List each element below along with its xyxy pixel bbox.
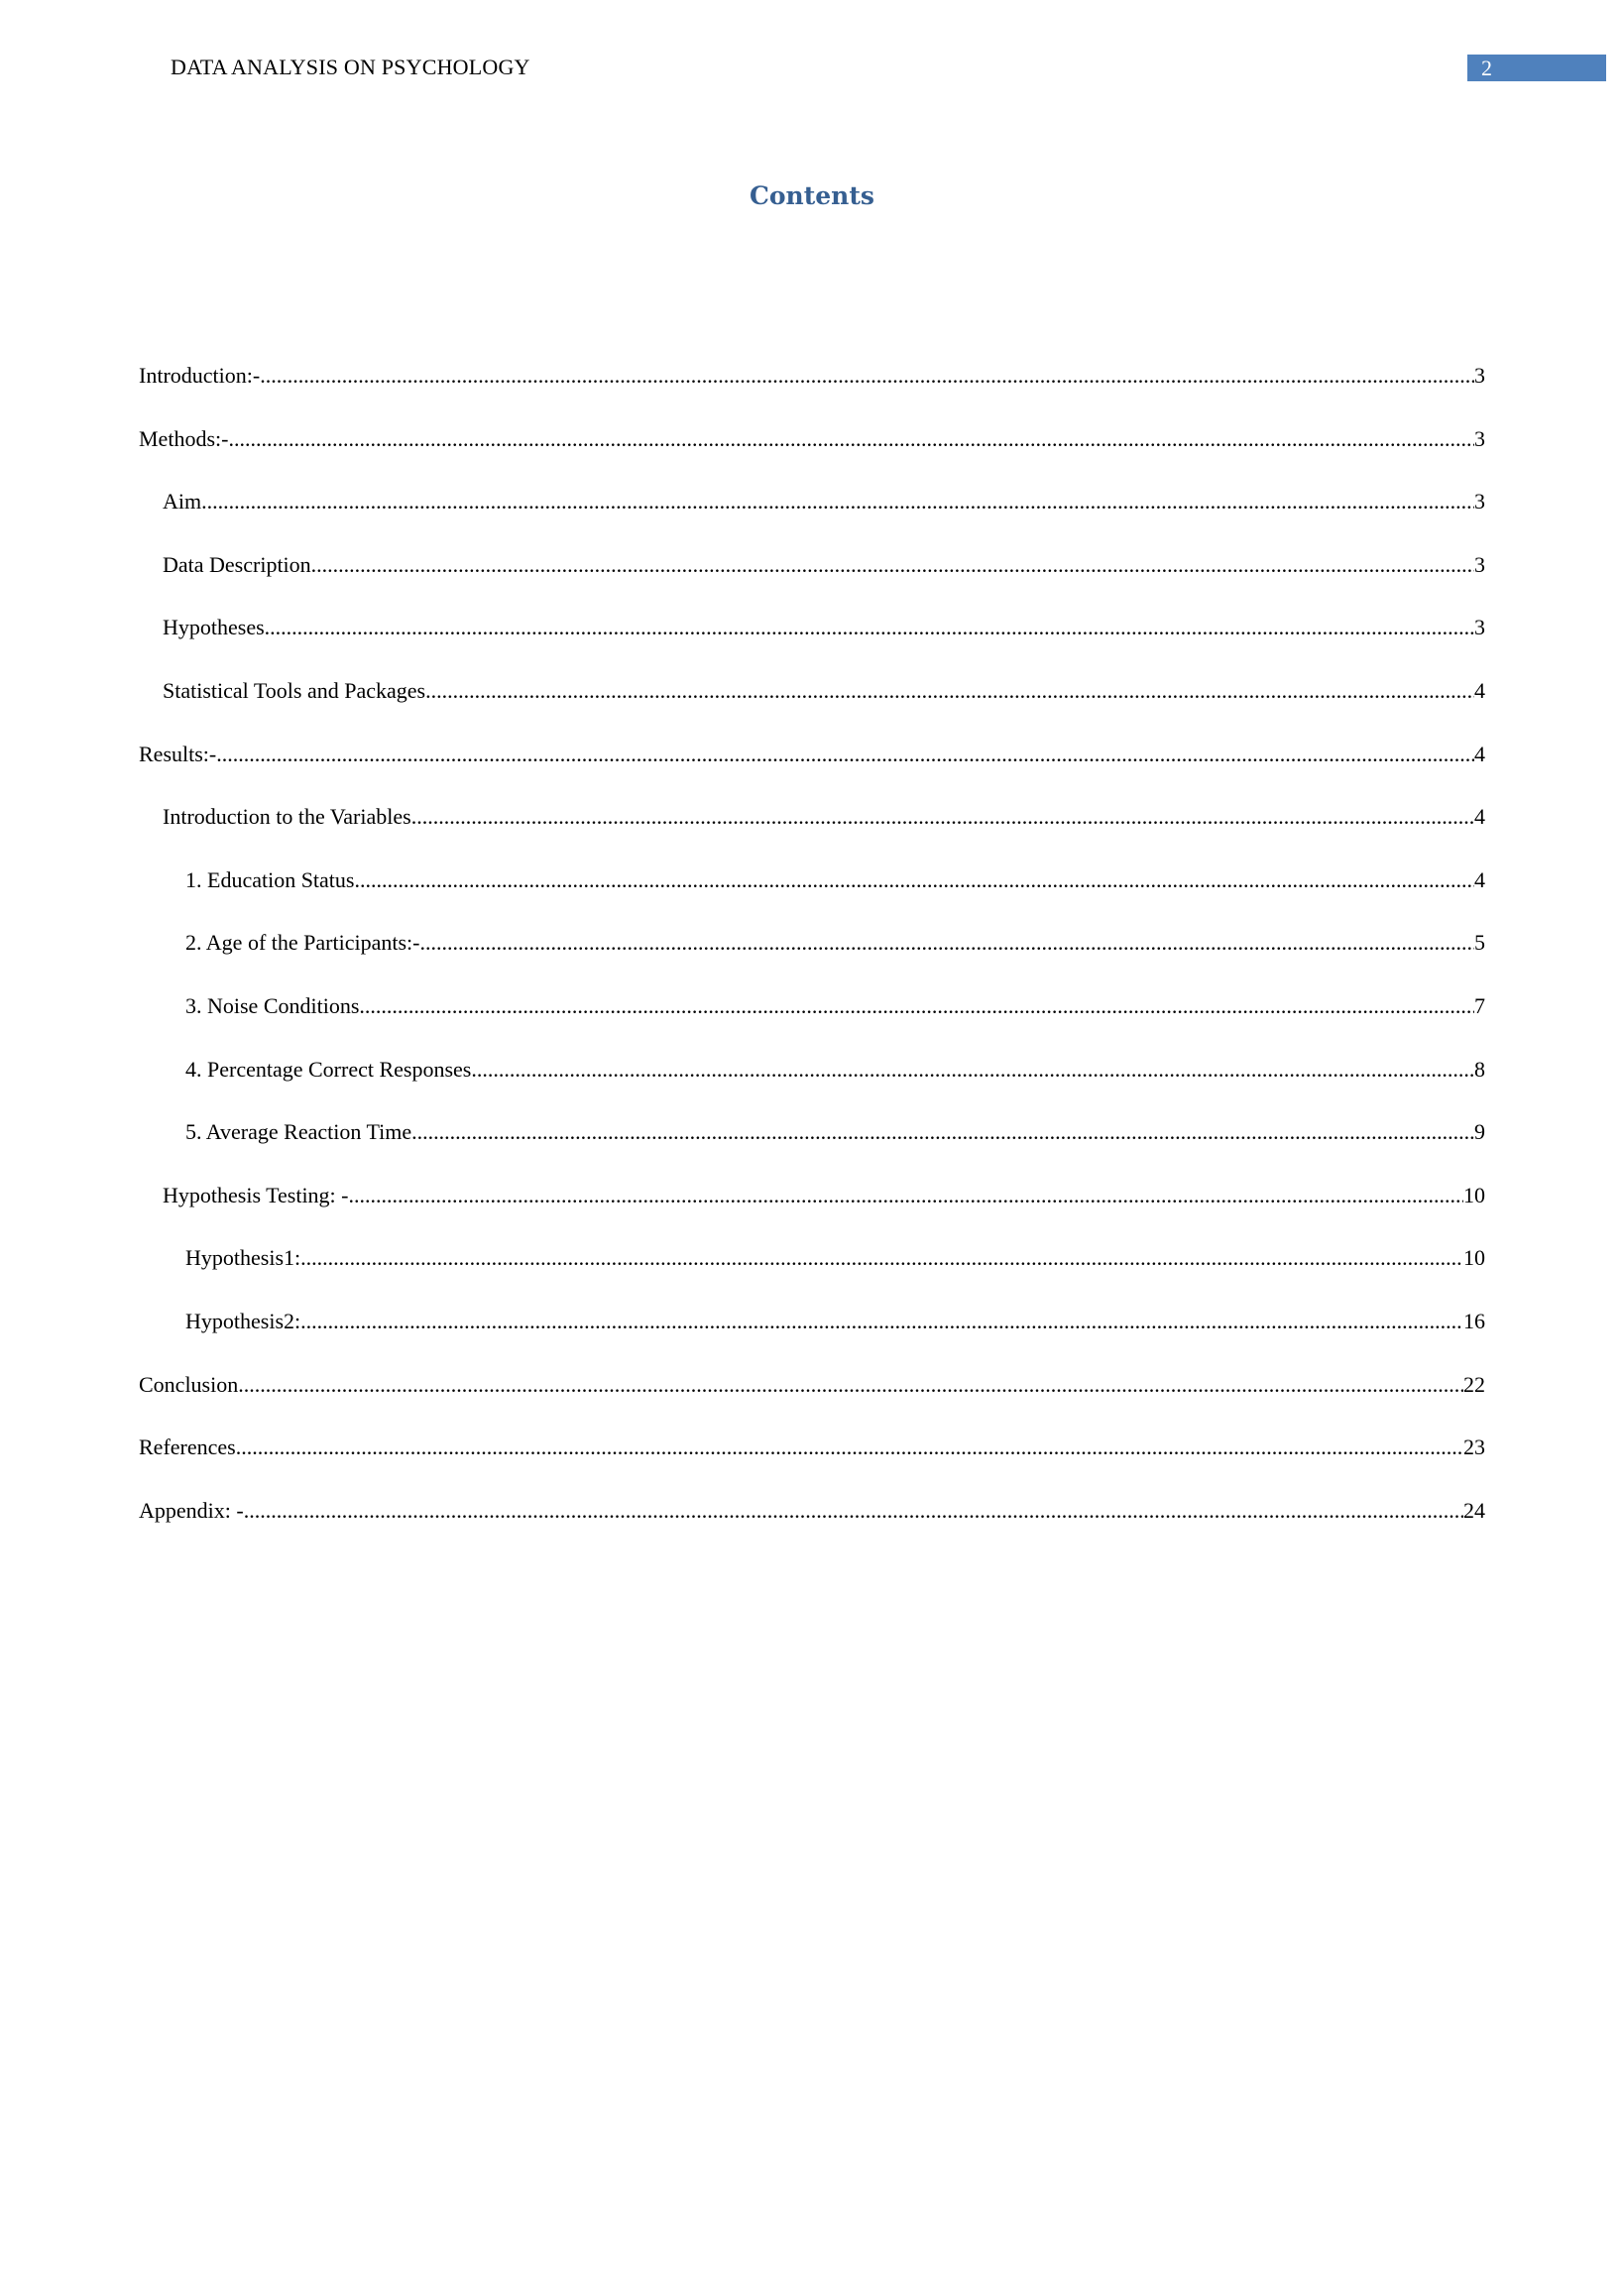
toc-entry-education-status[interactable] — [185, 867, 1485, 931]
toc-entry-page: 9 — [1474, 1119, 1485, 1145]
toc-dot-leader — [411, 804, 1474, 830]
toc-entry-page: 22 — [1463, 1371, 1485, 1397]
toc-entry-references[interactable] — [139, 1434, 1485, 1498]
toc-entry-hypothesis-testing[interactable] — [163, 1183, 1485, 1246]
toc-dot-leader — [201, 489, 1474, 515]
toc-entry-page: 16 — [1463, 1308, 1485, 1333]
toc-dot-leader — [244, 1498, 1463, 1524]
toc-entry-reaction-time[interactable] — [185, 1119, 1485, 1183]
toc-dot-leader — [265, 615, 1474, 640]
toc-dot-leader — [216, 742, 1474, 767]
toc-entry-page: 3 — [1474, 615, 1485, 640]
toc-entry-page: 7 — [1474, 992, 1485, 1018]
page-number: 2 — [1467, 55, 1606, 81]
toc-entry-page: 10 — [1463, 1245, 1485, 1271]
toc-entry-page: 4 — [1474, 804, 1485, 830]
toc-entry-page: 24 — [1463, 1497, 1485, 1523]
toc-title: Contents — [749, 181, 874, 210]
toc-entry-conclusion[interactable] — [139, 1372, 1485, 1435]
toc-entry-introduction[interactable] — [139, 363, 1485, 426]
toc-entry-page: 4 — [1474, 866, 1485, 892]
toc-entry-page: 3 — [1474, 425, 1485, 451]
toc-dot-leader — [359, 993, 1474, 1019]
toc-entry-label: Results:- — [139, 741, 217, 766]
toc-entry-noise-conditions[interactable] — [185, 993, 1485, 1057]
toc-entry-label: Methods:- — [139, 425, 229, 451]
toc-entry-label: Aim — [163, 489, 202, 515]
toc-dot-leader — [471, 1057, 1474, 1083]
toc-dot-leader — [354, 867, 1474, 893]
toc-dot-leader — [411, 1119, 1474, 1145]
toc-entry-page: 3 — [1474, 551, 1485, 577]
toc-dot-leader — [236, 1434, 1463, 1460]
toc-entry-label: Conclusion — [139, 1371, 239, 1397]
toc-entry-page: 3 — [1474, 363, 1485, 388]
toc-entry-page: 4 — [1474, 741, 1485, 766]
toc-entry-results[interactable] — [139, 742, 1485, 805]
toc-entry-label: Hypothesis Testing: - — [163, 1182, 349, 1207]
toc-entry-statistical-tools[interactable] — [163, 678, 1485, 742]
toc-entry-page: 3 — [1474, 489, 1485, 515]
toc-dot-leader — [425, 678, 1474, 704]
toc-entry-hypothesis1[interactable] — [185, 1245, 1485, 1309]
toc-entry-label: 2. Age of the Participants:- — [185, 930, 420, 956]
toc-entry-methods[interactable] — [139, 426, 1485, 490]
toc-dot-leader — [300, 1245, 1463, 1271]
toc-entry-aim[interactable] — [163, 489, 1485, 552]
toc-entry-data-description[interactable] — [163, 552, 1485, 616]
toc-entry-label: Introduction:- — [139, 363, 261, 388]
toc-entry-label: Statistical Tools and Packages — [163, 677, 426, 703]
table-of-contents — [0, 363, 1624, 1560]
toc-entry-appendix[interactable] — [139, 1498, 1485, 1561]
toc-entry-hypothesis2[interactable] — [185, 1309, 1485, 1372]
toc-dot-leader — [311, 552, 1474, 578]
toc-dot-leader — [419, 930, 1474, 956]
toc-entry-percentage-correct[interactable] — [185, 1057, 1485, 1120]
toc-entry-page: 23 — [1463, 1434, 1485, 1460]
toc-dot-leader — [238, 1372, 1463, 1398]
toc-entry-label: Data Description — [163, 551, 311, 577]
toc-dot-leader — [228, 426, 1474, 452]
toc-entry-label: Hypothesis2: — [185, 1308, 301, 1333]
toc-dot-leader — [349, 1183, 1464, 1208]
toc-entry-label: 1. Education Status — [185, 866, 355, 892]
toc-entry-label: Hypotheses — [163, 615, 265, 640]
toc-entry-page: 5 — [1474, 930, 1485, 956]
toc-entry-page: 10 — [1463, 1182, 1485, 1207]
toc-entry-label: Hypothesis1: — [185, 1245, 301, 1271]
toc-entry-label: Appendix: - — [139, 1497, 244, 1523]
toc-entry-age-participants[interactable] — [185, 930, 1485, 993]
toc-entry-label: 5. Average Reaction Time — [185, 1119, 412, 1145]
toc-entry-label: 3. Noise Conditions — [185, 992, 360, 1018]
toc-entry-hypotheses[interactable] — [163, 615, 1485, 678]
toc-entry-label: 4. Percentage Correct Responses — [185, 1056, 472, 1082]
page-header — [0, 0, 1624, 99]
toc-entry-label: Introduction to the Variables — [163, 804, 411, 830]
running-head: DATA ANALYSIS ON PSYCHOLOGY — [171, 55, 530, 79]
toc-entry-label: References — [139, 1434, 236, 1460]
toc-entry-page: 4 — [1474, 677, 1485, 703]
toc-entry-intro-variables[interactable] — [163, 804, 1485, 867]
toc-entry-page: 8 — [1474, 1056, 1485, 1082]
toc-dot-leader — [260, 363, 1474, 389]
toc-dot-leader — [300, 1309, 1463, 1334]
